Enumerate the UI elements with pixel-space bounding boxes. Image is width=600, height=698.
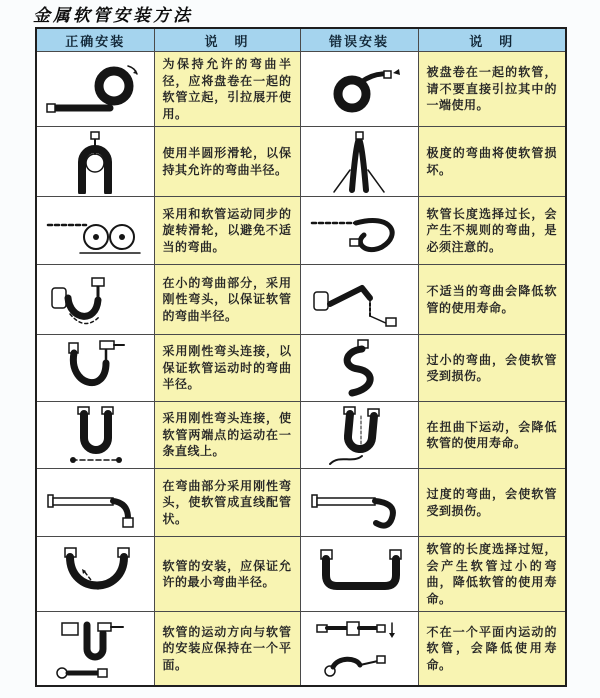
correct-desc: 软管的运动方向与软管的安装应保持在一个平面。 xyxy=(154,612,300,686)
rigid-elbow-small-bend-icon xyxy=(40,268,150,332)
correct-desc: 在弯曲部分采用刚性弯头，使软管成直线配管状。 xyxy=(154,469,300,537)
table-row xyxy=(36,265,566,335)
wrong-illustration-cell xyxy=(300,127,418,197)
correct-illustration-cell xyxy=(36,537,154,612)
wrong-desc: 不适当的弯曲会降低软管的使用寿命。 xyxy=(418,265,566,335)
wrong-illustration-cell xyxy=(300,469,418,537)
table-row xyxy=(36,402,566,469)
minimum-bend-radius-icon xyxy=(40,543,150,605)
coiled-hose-pulled-icon xyxy=(304,58,414,120)
correct-illustration-cell xyxy=(36,469,154,537)
wrong-desc: 过小的弯曲，会使软管受到损伤。 xyxy=(418,335,566,402)
u-hose-endpoints-inline-icon xyxy=(40,404,150,466)
correct-illustration-cell xyxy=(36,612,154,686)
too-small-bend-icon xyxy=(304,337,414,399)
improper-bend-icon xyxy=(304,268,414,332)
single-plane-installation-icon xyxy=(40,615,150,683)
straight-piping-rigid-elbow-icon xyxy=(40,472,150,534)
wrong-desc: 在扭曲下运动，会降低软管的使用寿命。 xyxy=(418,402,566,469)
semicircular-pulley-icon xyxy=(40,130,150,194)
correct-desc: 在小的弯曲部分，采用刚性弯头，以保证软管的弯曲半径。 xyxy=(154,265,300,335)
header-desc-correct: 说 明 xyxy=(154,28,300,52)
table-row xyxy=(36,612,566,686)
wrong-illustration-cell xyxy=(300,402,418,469)
correct-desc: 采用刚性弯头连接，使软管两端点的运动在一条直线上。 xyxy=(154,402,300,469)
page-title: 金属软管安装方法 xyxy=(33,6,193,26)
table-row xyxy=(36,197,566,265)
hose-too-long-loop-icon xyxy=(304,201,414,261)
correct-illustration-cell xyxy=(36,197,154,265)
twisted-motion-icon xyxy=(304,404,414,466)
table-row xyxy=(36,127,566,197)
out-of-plane-motion-icon xyxy=(304,615,414,683)
table-row xyxy=(36,52,566,127)
wrong-illustration-cell xyxy=(300,265,418,335)
wrong-illustration-cell xyxy=(300,537,418,612)
wrong-desc: 极度的弯曲将使软管损坏。 xyxy=(418,127,566,197)
wrong-desc: 不在一个平面内运动的软管，会降低使用寿命。 xyxy=(418,612,566,686)
wrong-desc: 软管的长度选择过短，会产生软管过小的弯曲，降低软管的使用寿命。 xyxy=(418,537,566,612)
correct-desc: 软管的安装，应保证允许的最小弯曲半径。 xyxy=(154,537,300,612)
correct-illustration-cell xyxy=(36,402,154,469)
table-row xyxy=(36,537,566,612)
correct-desc: 采用和软管运动同步的旋转滑轮，以避免不适当的弯曲。 xyxy=(154,197,300,265)
header-row xyxy=(36,28,566,52)
correct-illustration-cell xyxy=(36,265,154,335)
hose-too-short-icon xyxy=(304,543,414,605)
correct-desc: 为保持允许的弯曲半径，应将盘卷在一起的软管立起，引拉展开使用。 xyxy=(154,52,300,127)
header-wrong-install: 错误安装 xyxy=(300,28,418,52)
header-correct-install: 正确安装 xyxy=(36,28,154,52)
header-desc-wrong: 说 明 xyxy=(418,28,566,52)
correct-desc: 使用半圆形滑轮，以保持其允许的弯曲半径。 xyxy=(154,127,300,197)
wrong-illustration-cell xyxy=(300,612,418,686)
extreme-bend-icon xyxy=(304,130,414,194)
correct-illustration-cell xyxy=(36,127,154,197)
wrong-illustration-cell xyxy=(300,52,418,127)
installation-guide-table xyxy=(35,27,567,687)
wrong-illustration-cell xyxy=(300,335,418,402)
correct-illustration-cell xyxy=(36,335,154,402)
excessive-bend-icon xyxy=(304,472,414,534)
rigid-elbow-connection-icon xyxy=(40,337,150,399)
wrong-illustration-cell xyxy=(300,197,418,265)
coiled-hose-upright-icon xyxy=(40,58,150,120)
synchronized-rotating-pulley-icon xyxy=(40,201,150,261)
wrong-desc: 软管长度选择过长，会产生不规则的弯曲，是必须注意的。 xyxy=(418,197,566,265)
wrong-desc: 过度的弯曲，会使软管受到损伤。 xyxy=(418,469,566,537)
table-row xyxy=(36,469,566,537)
correct-illustration-cell xyxy=(36,52,154,127)
table-row xyxy=(36,335,566,402)
correct-desc: 采用刚性弯头连接，以保证软管运动时的弯曲半径。 xyxy=(154,335,300,402)
wrong-desc: 被盘卷在一起的软管，请不要直接引拉其中的一端使用。 xyxy=(418,52,566,127)
